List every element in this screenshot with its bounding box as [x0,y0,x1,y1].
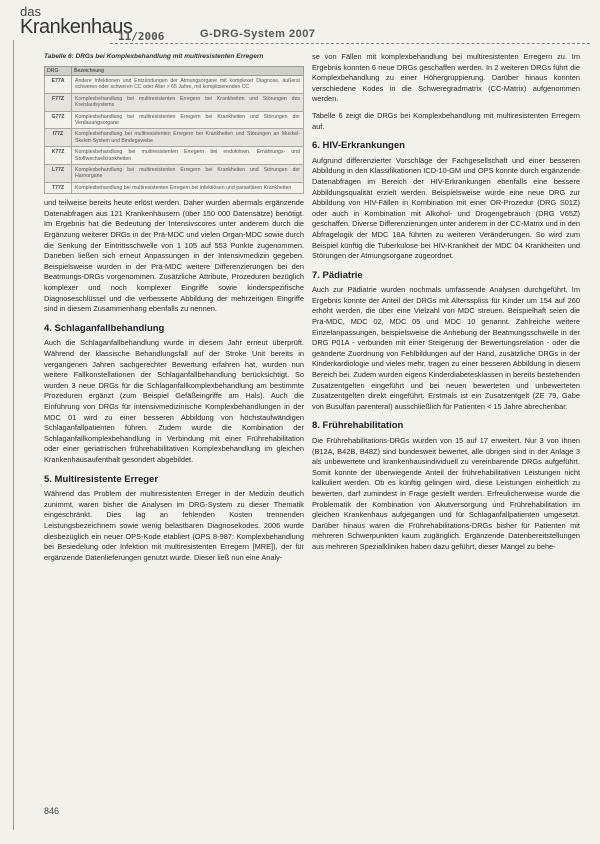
left-column [44,52,304,564]
table-header-row [45,66,304,75]
table-row [45,165,304,183]
table-caption: Tabelle 6: DRGs bei Komplexbehandlung mit multiresistenten Erregern [44,53,264,60]
header-rule [110,43,590,45]
table-row [45,93,304,111]
section-heading-schlaganfall: 4. Schlaganfallbehandlung [44,322,165,334]
drg-code: F77Z [45,93,72,111]
table-header-desc: Bezeichnung [72,66,304,75]
drg-description: Komplexbehandlung bei multiresistenten Erregern bei Krankheiten und Störungen der Verdauungsorgane [72,111,304,129]
paragraph: Während das Problem der multiresistenten Erreger in der Medizin deutlich zunimmt, waren bisher die Analysen im DRG-System zu dieser Thematik eingeschränkt. Dies lag an fehlenden Kosten trennenden Leistungsbezeichnern sowie wenig belastbaren Diagnosekodes. 2006 wurde diesbezüglich ein neuer OPS-Kode etabliert (OPS 8-987: Komplexbehandlung bei Besiedelung oder Infektion mit multiresistenten Erregern [MRE]), der für ergänzende Datenlieferungen genutzt wurde. Dieser ließ nun eine Analy- [44,489,304,562]
page-number: 846 [44,806,60,816]
table-row [45,76,304,94]
magazine-prefix: das [20,4,41,19]
paragraph: Tabelle 6 zeigt die DRGs bei Komplexbehandlung mit multiresistenten Erregern auf. [312,110,580,131]
table-header-drg: DRG [45,66,72,75]
paragraph: Auch zur Pädiatrie wurden nochmals umfassende Analysen durchgeführt. Im Ergebnis konnte der Anteil der DRGs mit Altersspliss für Kinder um 154 auf 260 erhöht werden, die über eine Vielzahl von MDC streuen. Beispielhaft seien die Prä-MDC, MDC 02, MDC 05 und MDC 10 genannt. Zahlreiche weitere Einzelanpassungen, beispielsweise die Anhebung der Beatmungsschwelle in der DRG P01A - verbunden mit einer Steigerung der Bewertungsrelation - oder die geänderte Zuordnung von Fehlbildungen auf der Hand, zusätzliche DRGs in der Kinderkardiologie und vieles mehr, tragen zu einer besseren Abbildung in diesem Bereich bei. Zudem wurden eigens Kinderdiabetesklassen in bereits bestehenden Zusatzentgelten eingeführt und bei neuen bewerteten und unbewerteten Zusatzentgelten direkt eingeführt. Erstmals ist ein Zusatzentgelt (ZE 79, Gabe von Busulfan parenteral) ausschließlich für Patienten < 15 Jahre abrechenbar. [312,285,580,411]
margin-rule [13,40,14,830]
section-heading-paediatrie: 7. Pädiatrie [312,269,363,281]
table-row [45,129,304,147]
issue-number: 11/2006 [118,30,165,43]
drg-description: Komplexbehandlung bei multiresistenten Erregern bei Krankheiten und Störungen des Kreislaufsystems [72,93,304,111]
table-row [45,182,304,193]
drg-description: Komplexbehandlung bei multiresistenten Erregern bei infektiösen und parasitären Krankheiten [72,182,304,193]
drg-code: E77A [45,76,72,94]
section-heading-multiresistente-erreger: 5. Multiresistente Erreger [44,473,159,485]
drg-code: L77Z [45,165,72,183]
paragraph: und teilweise bereits heute erlöst werden. Daher wurden abermals ergänzende Datenabfragen aus 121 Krankenhäusern (über 150 000 Datensätze) benötigt. Im Ergebnis hat die Bedeutung der Intensivscores unter anderem durch die Ergänzung weiterer DRGs in der Prä-MDC und vielen Organ-MDC sowie durch die Senkung der Eintrittsschwelle von 1 105 auf 553 Punkte zugenommen. Daneben ließen sich erneut Anpassungen in der Intensivmedizin gegeben. Beispielsweise wurden in der Prä-MDC weitere Differenzierungen bei den Beatmungs-DRGs vorgenommen. Zusätzliche Attribute, Prozeduren bezüglich komplexer und noch komplexer Eingriffe sowie kinderspezifische Diagnoseschlüssel und die verbesserte Abbildung der mehrzeitigen Eingriffe sind in diesem Zusammenhang ebenfalls zu nennen. [44,198,304,314]
table-row [45,111,304,129]
section-heading-fruehrehabilitation: 8. Frührehabilitation [312,420,404,432]
right-column [312,52,580,554]
paragraph: Aufgrund differenzierter Vorschläge der Fachgesellschaft und einer besseren Abbildung in den Klassifikationen ICD-10-GM und OPS konnte durch ergänzende Datenabfragen im Bereich der HIV-Erkrankungen ebenfalls eine bessere Abbildungsqualität erzielt werden. Beispielsweise wurde eine neue DRG zur Abbildung von HIV-Fällen in Kombination mit einer OR-Prozedur (DRG S01Z) oder auch in Kombination mit Alkohol- und Drogengebrauch (DRG V65Z) geschaffen. Diverse Differenzierungen unter anderem in der CC-Matrix und in den Abfragelogik der MDC 18A führten zu weiteren Veränderungen. So wird zum Beispiel künftig die Tuberkulose bei HIV-Krankheit der MDC 04 Krankheiten und Störungen der Atmungsorgane zugeordnet. [312,155,580,261]
section-heading-hiv: 6. HIV-Erkrankungen [312,140,405,152]
table-row [45,147,304,165]
paragraph: Die Frührehabilitations-DRGs wurden von 15 auf 17 erweitert. Nur 3 von ihnen (B12A, B42B, B48Z) sind bundesweit bewertet, alle übrigen sind in der Anlage 3 als unbewertete und krankenhausindividuell zu vereinbarende DRGs aufgeführt. Somit konnte der überwiegende Anteil der frührehabilitativen Leistungen nicht kalkuliert werden. Ob es künftig gelingen wird, diese Leistungen einheitlich zu bewerten, darf zumindest in Frage gestellt werden. Erfreulicherweise wurde die Problematik der Kombination von Akutversorgung und Frührehabilitation im gleichen Krankenhaus aufgegangen und für Schlaganfallpatienten umgesetzt. Darüber hinaus waren die Frührehabilitations-DRGs bisher für Patienten mit mehreren Schwerpunkten kaum zugänglich. Ergänzende Datenbereitstellungen aus mehreren Spezialkliniken haben dazu geführt, dieser Mangel zu behe- [312,436,580,551]
page-header [20,4,590,44]
drg-code: T77Z [45,182,72,193]
section-title: G-DRG-System 2007 [200,28,316,40]
magazine-title: Krankenhaus [20,16,133,38]
paragraph: se von Fällen mit komplexbehandlung bei multiresistenten Erregern zu. Im Ergebnis konnten 6 neue DRGs geschaffen werden. In 2 weiteren DRGs führt die Komplexbehandlung zu einer Höhergruppierung. Darüber hinaus konnten verschiedene Kodes in die Schweregradmatrix (CC-Matrix) aufgenommen werden. [312,52,580,104]
paragraph: Auch die Schlaganfallbehandlung wurde in diesem Jahr erneut überprüft. Während der klassische Behandlungsfall auf der Stroke Unit bereits in vergangenen Jahren sachgerechter Bewertung erfahren hat, wurden nun weitere Fallkonstellationen der Schlaganfallbehandlung berücksichtigt. So wurden 3 neue DRGs für die Schlaganfallkomplexbehandlung am bestimmte Prozeduren ergänzt (zum Beispiel Gefäßeingriffe am Hals). Auch die Einführung von DRGs für intensivmedizinische Komplexbehandlungen in der MDC 01 wird zu einer besseren Abbildung von höchstaufwändigen Schlaganfallpatienten führen. Zudem wurde die Kombination der Schlaganfallkomplexbehandlung in Verbindung mit einer Frührehabilitation oder einer geriatrischen frührehabilitativen Komplexbehandlung im gleichen Krankenhausaufenthalt gesondert abgebildet. [44,338,304,464]
drg-description: Komplexbehandlung bei multiresistenten Erregern bei Krankheiten und Störungen an Muskel-Skelett-System und Bindegewebe [72,129,304,147]
drg-code: K77Z [45,147,72,165]
drg-code: G77Z [45,111,72,129]
drg-description: Komplexbehandlung bei multiresistenten Erregern bei Krankheiten und Störungen der Harnorgane [72,165,304,183]
drg-description: Andere Infektionen und Entzündungen der Atmungsorgane mit komplexer Diagnose, äußerst schweren oder schweren CC oder Alter > 65 Jahre, mit komplizierenden CC [72,76,304,94]
drg-description: Komplexbehandlung bei multiresistenten Erregern bei endokrinen, Ernährungs- und Stoffwechselkrankheiten [72,147,304,165]
drg-table [44,66,304,195]
drg-code: I77Z [45,129,72,147]
